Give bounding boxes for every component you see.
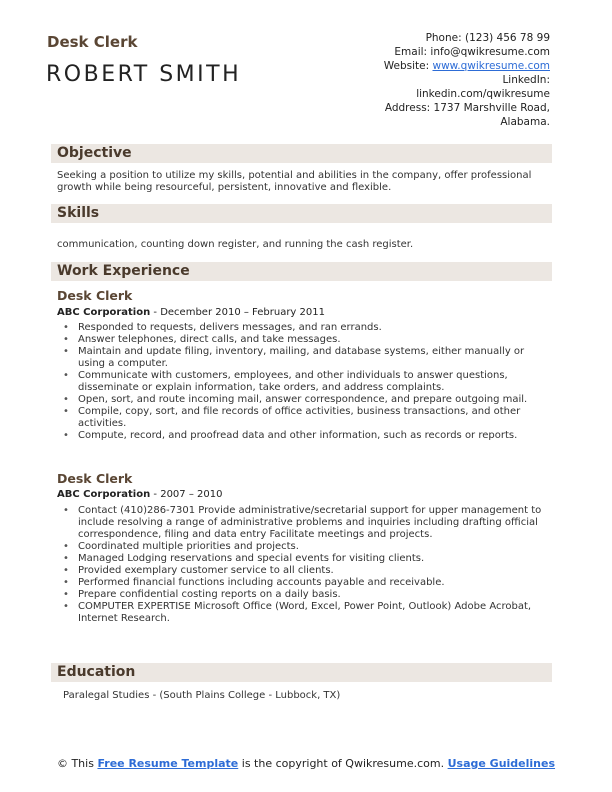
contact-linkedin: linkedin.com/qwikresume [416,88,550,100]
contact-email: Email: info@qwikresume.com [394,46,550,58]
footer-middle: is the copyright of Qwikresume.com. [238,757,448,770]
footer [0,757,612,770]
job-1-company: ABC Corporation [57,307,151,318]
list-item: • COMPUTER EXPERTISE Microsoft Office (Word, Excel, Power Point, Outlook) Adobe Acrobat, Internet Research. [63,601,543,625]
website-link[interactable]: www.qwikresume.com [432,60,550,72]
contact-website: Website: www.qwikresume.com [383,60,550,72]
objective-text: Seeking a position to utilize my skills, potential and abilities in the company, offer professional growth while being resourceful, persistent, innovative and flexible. [57,170,532,193]
experience-section-bar [51,262,552,281]
skills-section-bar [51,204,552,223]
education-text: Paralegal Studies - (South Plains College - Lubbock, TX) [63,690,341,701]
footer-prefix: © This [56,757,98,770]
list-item: • Compile, copy, sort, and file records of office activities, business transactions, and other activities. [63,406,543,430]
contact-address-line2: Alabama. [500,116,550,128]
list-item: • Managed Lodging reservations and special events for visiting clients. [63,553,543,565]
job-2-title: Desk Clerk [57,471,133,486]
contact-linkedin-label: LinkedIn: [502,74,550,86]
list-item: • Coordinated multiple priorities and projects. [63,541,543,553]
objective-heading: Objective [57,145,132,161]
usage-guidelines-link[interactable]: Usage Guidelines [447,757,556,770]
objective-section-bar [51,144,552,163]
list-item: • Contact (410)286-7301 Provide administrative/secretarial support for upper management to include resolving a range of administrative problems and inquiries including drafting official correspondence, filing and data entry Facilitate meetings and projects. [63,505,543,541]
list-item: • Maintain and update filing, inventory, mailing, and database systems, either manually or using a computer. [63,346,543,370]
free-resume-template-link[interactable]: Free Resume Template [97,757,239,770]
list-item: • Communicate with customers, employees, and other individuals to answer questions, disseminate or explain information, take orders, and address complaints. [63,370,543,394]
list-item: • Prepare confidential costing reports on a daily basis. [63,589,543,601]
job-1-employer [57,307,325,318]
experience-heading: Work Experience [57,263,190,279]
list-item: • Performed financial functions including accounts payable and receivable. [63,577,543,589]
job-2-bullets [63,505,543,625]
list-item: • Responded to requests, delivers messages, and ran errands. [63,322,543,334]
skills-heading: Skills [57,205,100,221]
job-2-company: ABC Corporation [57,489,151,500]
job-1-dates: - December 2010 – February 2011 [150,307,325,318]
job-2-employer [57,489,222,500]
education-section-bar [51,663,552,682]
list-item: • Compute, record, and proofread data and other information, such as records or reports. [63,430,543,442]
contact-address: Address: 1737 Marshville Road, [384,102,550,114]
list-item: • Provided exemplary customer service to all clients. [63,565,543,577]
job-2-dates: - 2007 – 2010 [150,489,223,500]
job-1-bullets [63,322,543,442]
resume-job-title: Desk Clerk [47,33,138,51]
list-item: • Answer telephones, direct calls, and take messages. [63,334,543,346]
job-1-title: Desk Clerk [57,288,133,303]
list-item: • Open, sort, and route incoming mail, answer correspondence, and prepare outgoing mail. [63,394,543,406]
resume-name: ROBERT SMITH [46,62,242,87]
contact-block [330,31,550,129]
skills-text: communication, counting down register, and running the cash register. [57,239,414,250]
contact-phone: Phone: (123) 456 78 99 [425,32,550,44]
education-heading: Education [57,664,136,680]
